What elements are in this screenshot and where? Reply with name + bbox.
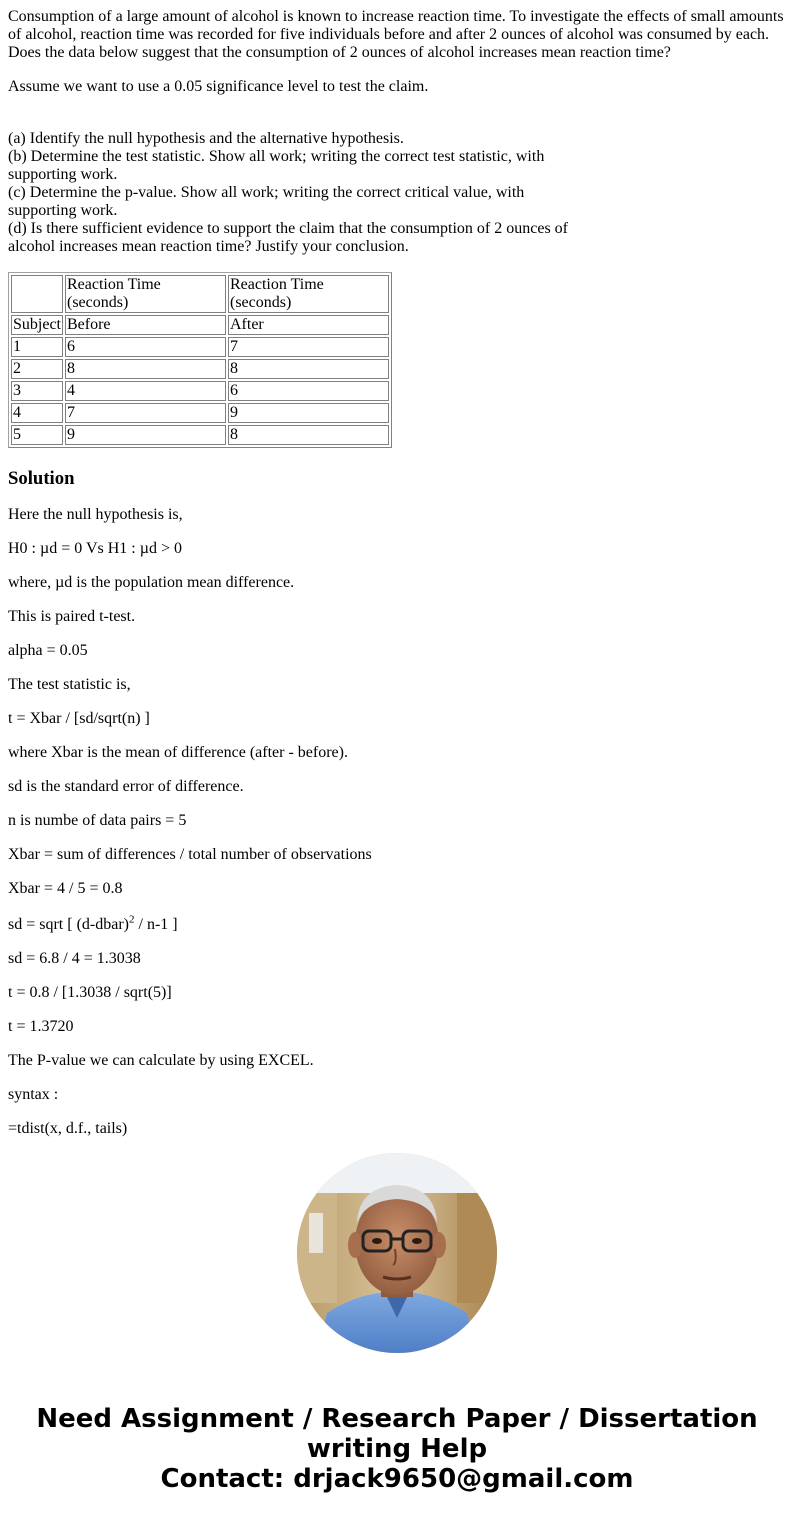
table-row [11,359,389,379]
table-header-cell: Subject [13,316,61,333]
sd-formula-pre: sd = sqrt [ (d-dbar) [8,916,129,933]
solution-line: alpha = 0.05 [8,642,88,659]
sd-formula-post: / n-1 ] [134,916,178,933]
table-cell: 1 [11,337,63,357]
solution-line: where Xbar is the mean of difference (after - before). [8,744,348,761]
table-header-cell: Before [65,315,226,335]
table-header-cell: Reaction Time (seconds) [65,275,226,313]
table-row [11,403,389,423]
solution-line: H0 : µd = 0 Vs H1 : µd > 0 [8,540,182,557]
table-cell: 4 [11,403,63,423]
table-cell: 9 [65,425,226,445]
question-intro: Consumption of a large amount of alcohol is known to increase reaction time. To investigate the effects of small amounts of alcohol, reaction time was recorded for five individuals before and after 2 ounces of alcohol was consumed by each. Does the data below suggest that the consumption of 2 ounces of alcohol increases mean reaction time? [8,8,784,61]
table-cell: 9 [228,403,389,423]
table-cell: 7 [65,403,226,423]
solution-line: Xbar = 4 / 5 = 0.8 [8,880,123,897]
table-row [11,381,389,401]
table-cell: 5 [11,425,63,445]
tutor-avatar [297,1153,497,1353]
solution-line: Xbar = sum of differences / total number of observations [8,846,372,863]
promo-line: writing Help [306,1434,488,1464]
table-row [11,425,389,445]
solution-line: n is numbe of data pairs = 5 [8,812,187,829]
table-header-row [11,315,389,335]
solution-line: sd is the standard error of difference. [8,778,244,795]
table-header-cell: Reaction Time (seconds) [228,275,389,313]
solution-line: t = 1.3720 [8,1018,74,1035]
promo-contact: Contact: drjack9650@gmail.com [160,1464,634,1494]
table-cell: 8 [228,359,389,379]
solution-line: syntax : [8,1086,59,1103]
question-part-d: (d) Is there sufficient evidence to support the claim that the consumption of 2 ounces of alcohol increases mean reaction time? Justify your conclusion. [8,220,568,255]
table-cell: 8 [65,359,226,379]
table-cell: 6 [228,381,389,401]
question-part-a: (a) Identify the null hypothesis and the alternative hypothesis. [8,130,404,147]
question-part-b: (b) Determine the test statistic. Show all work; writing the correct test statistic, with supporting work. [8,148,545,183]
significance-note: Assume we want to use a 0.05 significance level to test the claim. [8,78,429,95]
table-cell: 8 [228,425,389,445]
document-body [8,0,786,1138]
solution-body [8,506,786,1138]
question-parts [8,130,578,256]
solution-line: Here the null hypothesis is, [8,506,183,523]
table-header-cell [11,275,63,313]
solution-line: This is paired t-test. [8,608,136,625]
solution-line: where, µd is the population mean difference. [8,574,295,591]
table-cell: 4 [65,381,226,401]
tutor-photo [297,1153,497,1353]
table-header-cell: After [228,315,389,335]
solution-line: sd = 6.8 / 4 = 1.3038 [8,950,141,967]
solution-line: t = 0.8 / [1.3038 / sqrt(5)] [8,984,172,1001]
sd-formula-line [8,913,786,934]
reaction-time-table [8,272,392,448]
solution-line: =tdist(x, d.f., tails) [8,1120,128,1137]
question-part-c: (c) Determine the p-value. Show all work; writing the correct critical value, with supporting work. [8,184,525,219]
table-row [11,337,389,357]
solution-line: t = Xbar / [sd/sqrt(n) ] [8,710,150,727]
table-cell: 2 [11,359,63,379]
table-cell: 3 [11,381,63,401]
sd-formula-exponent: 2 [129,913,135,926]
solution-heading: Solution [8,468,75,489]
promo-banner [0,1404,794,1494]
table-header-row [11,275,389,313]
solution-line: The test statistic is, [8,676,131,693]
promo-line: Need Assignment / Research Paper / Dissertation [36,1404,758,1434]
table-cell: 6 [65,337,226,357]
table-cell: 7 [228,337,389,357]
solution-line: The P-value we can calculate by using EXCEL. [8,1052,314,1069]
